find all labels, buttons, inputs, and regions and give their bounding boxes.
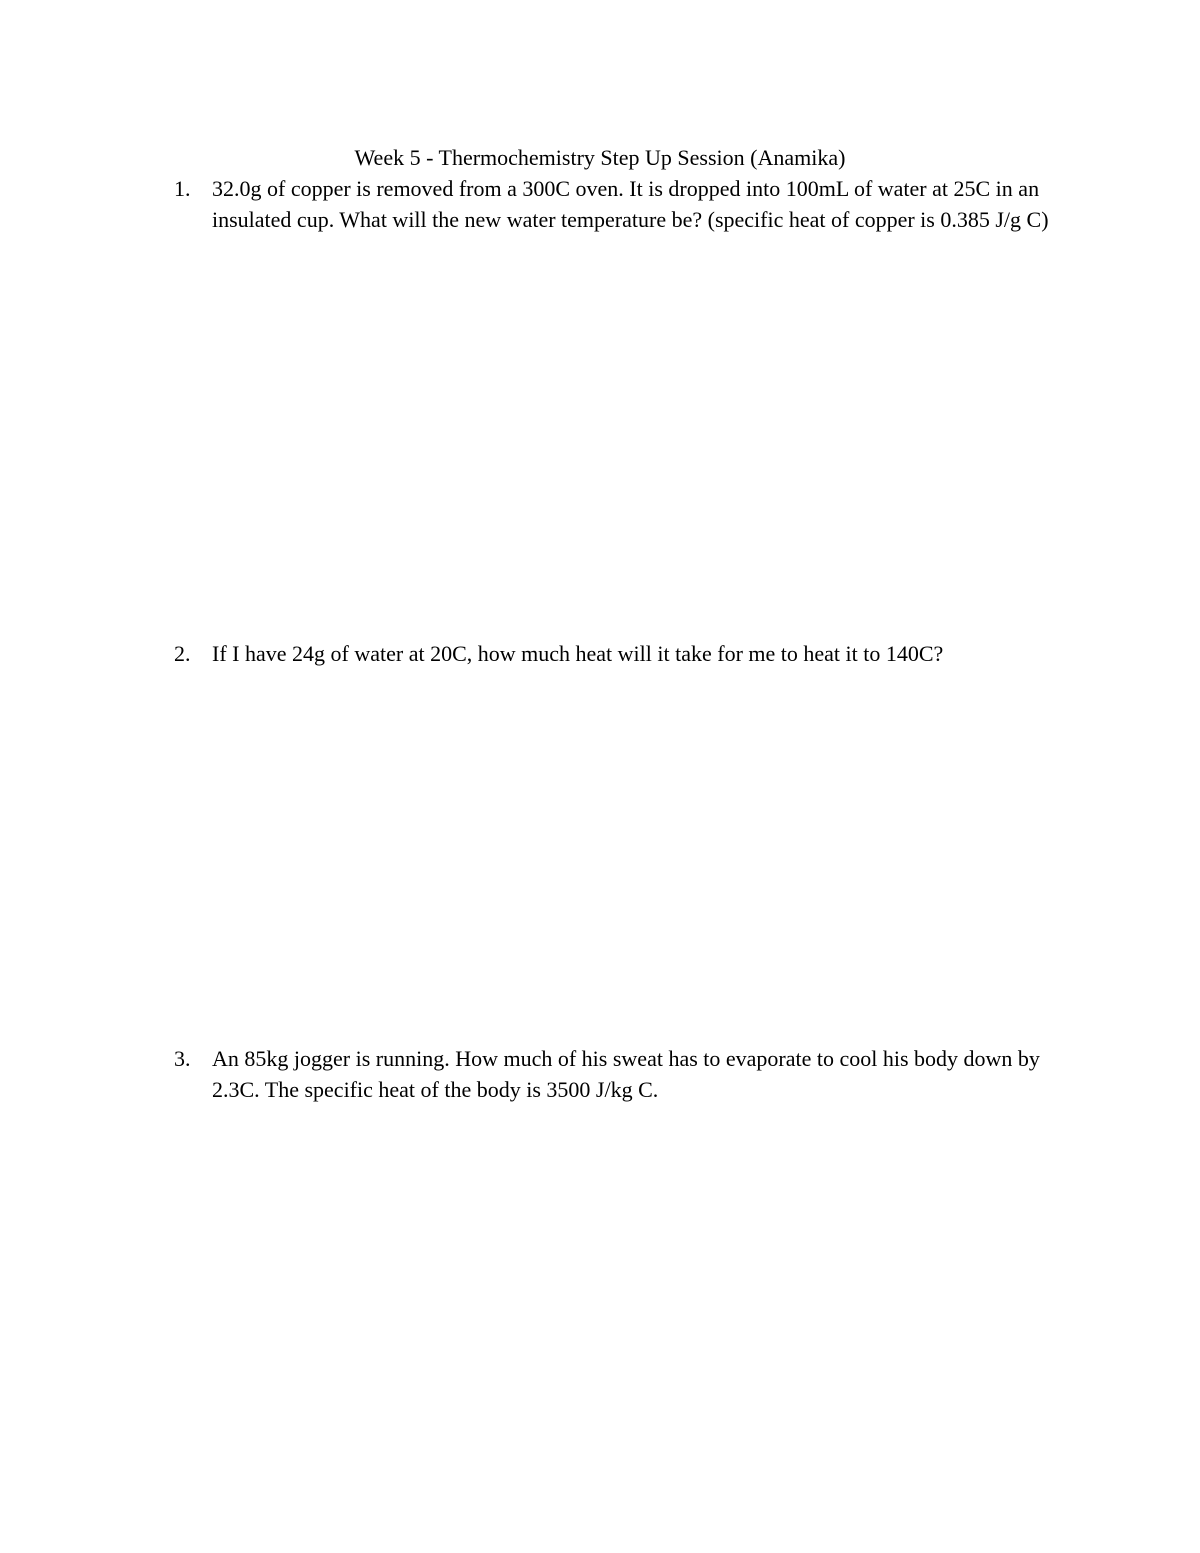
question-number: 2. [174, 641, 191, 666]
question-text: 32.0g of copper is removed from a 300C oven. It is dropped into 100mL of water at 25C in an insulated cup. What will the new water temperature be? (specific heat of copper is 0.385 J/g C) [212, 176, 1049, 232]
question-number: 3. [174, 1046, 191, 1071]
question-2 [174, 638, 1054, 669]
page-title: Week 5 - Thermochemistry Step Up Session (Anamika) [354, 145, 846, 170]
question-text: If I have 24g of water at 20C, how much heat will it take for me to heat it to 140C? [212, 641, 944, 666]
question-text: An 85kg jogger is running. How much of his sweat has to evaporate to cool his body down by 2.3C. The specific heat of the body is 3500 J/kg C. [212, 1046, 1040, 1102]
question-1 [174, 173, 1054, 235]
question-3 [174, 1043, 1054, 1105]
question-number: 1. [174, 176, 191, 201]
